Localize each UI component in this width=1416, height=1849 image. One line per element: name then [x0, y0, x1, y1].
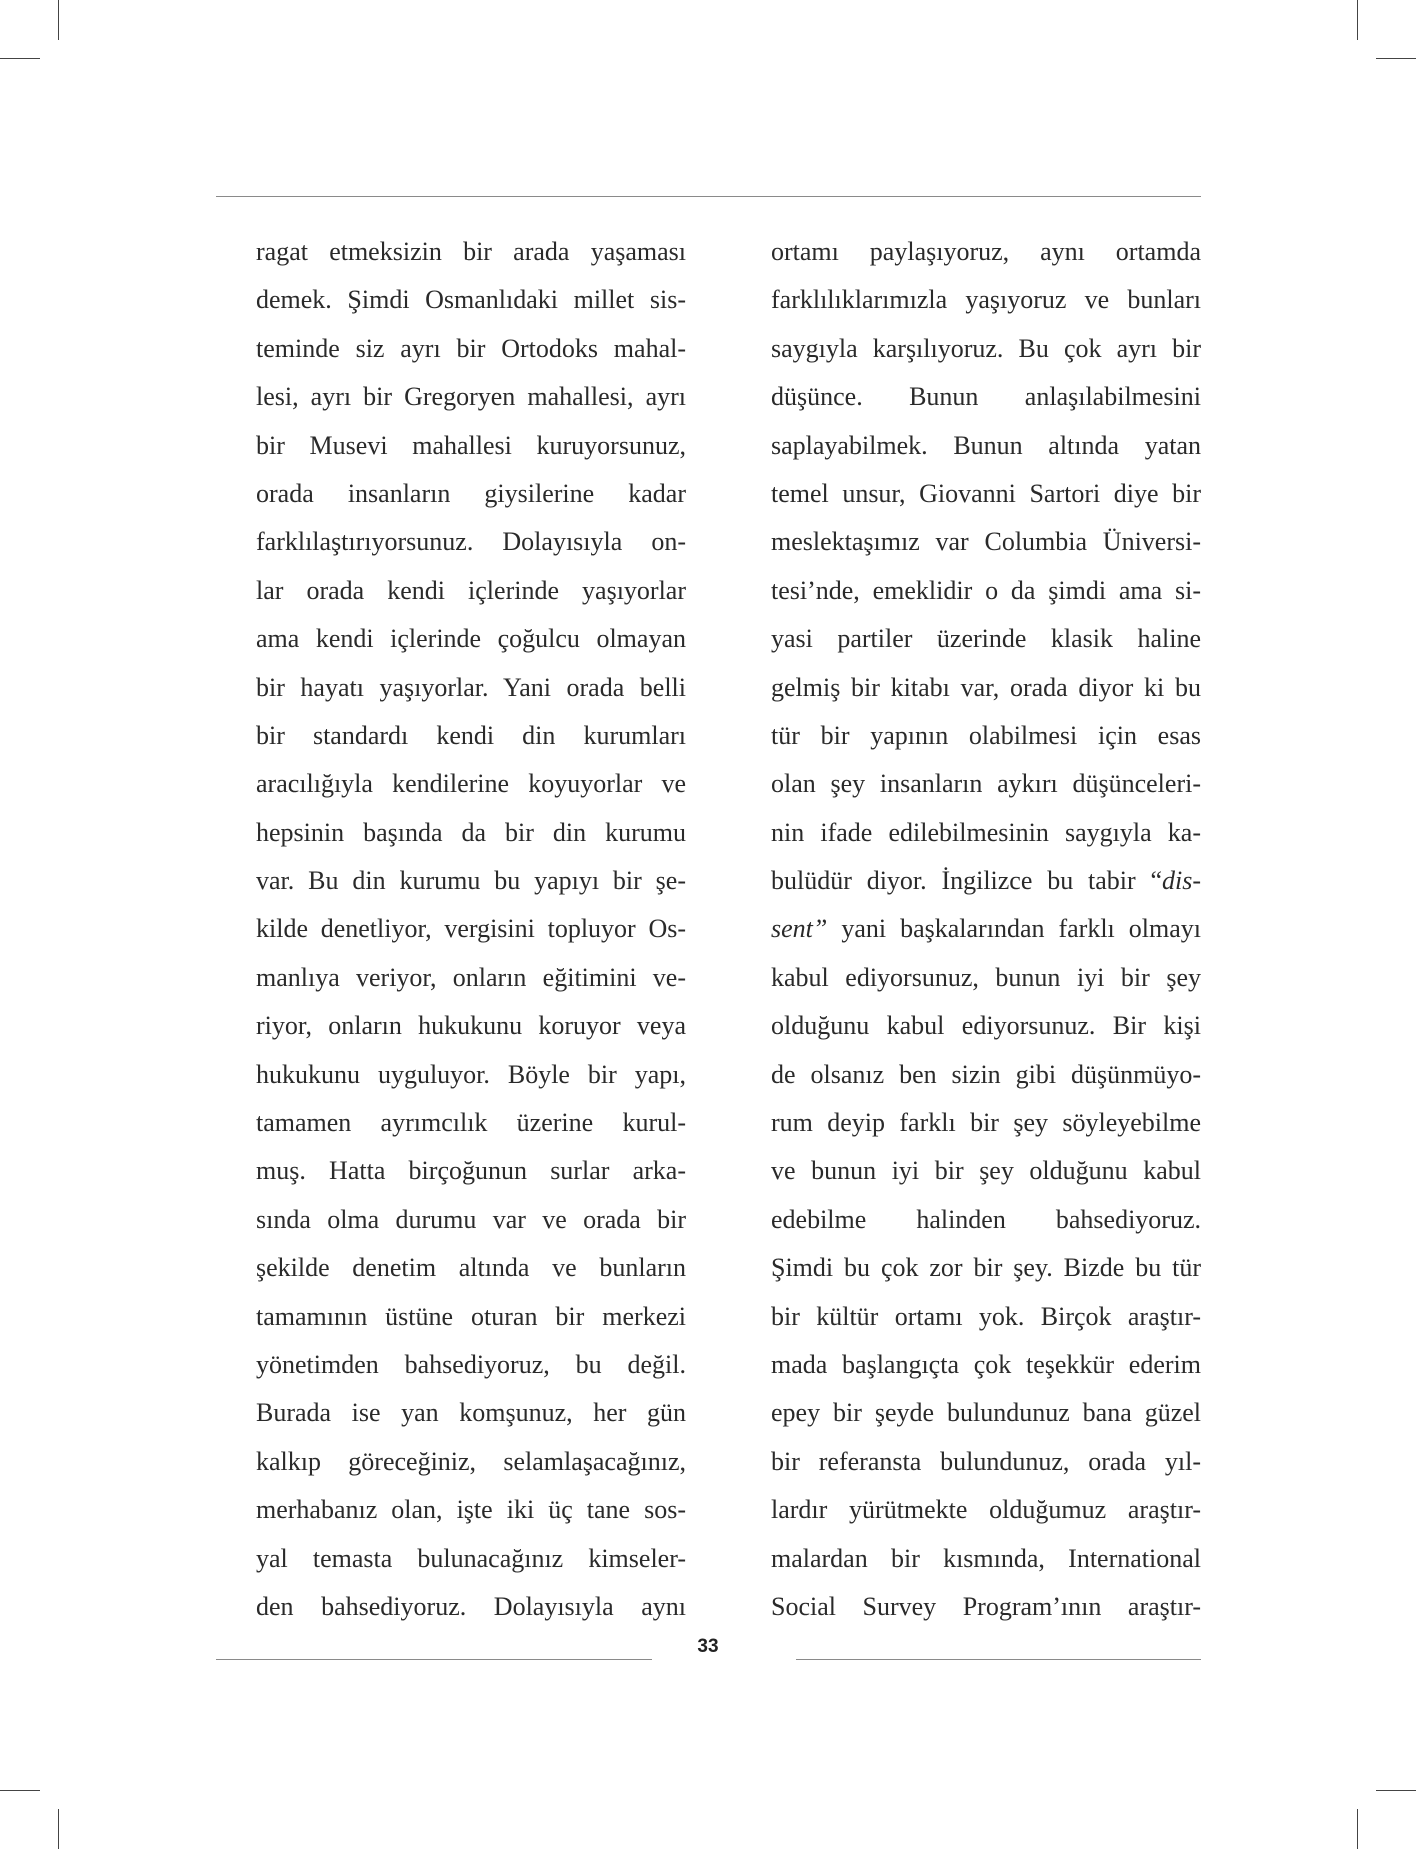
text-line: rum deyip farklı bir şey söyleyebilme — [771, 1108, 1201, 1138]
text-line: muş. Hatta birçoğunun surlar arka- — [256, 1156, 686, 1186]
crop-mark-bottom-right-horizontal — [1376, 1790, 1416, 1791]
text-line: tamamının üstüne oturan bir merkezi — [256, 1301, 686, 1331]
text-line: tamamen ayrımcılık üzerine kurul- — [256, 1108, 686, 1138]
crop-mark-top-left-horizontal — [0, 58, 40, 59]
text-line: mada başlangıçta çok teşekkür ederim — [771, 1349, 1201, 1379]
text-line: yal temasta bulunacağınız kimseler- — [256, 1543, 686, 1573]
text-line: lar orada kendi içlerinde yaşıyorlar — [256, 575, 686, 605]
crop-mark-top-right-vertical — [1357, 0, 1358, 40]
page-number: 33 — [697, 1636, 719, 1657]
text-line: aracılığıyla kendilerine koyuyorlar ve — [256, 769, 686, 799]
footer-rule-left — [216, 1659, 652, 1660]
text-line: ragat etmeksizin bir arada yaşaması — [256, 237, 686, 266]
text-line: den bahsediyoruz. Dolayısıyla aynı — [256, 1591, 686, 1621]
text-line: bir kültür ortamı yok. Birçok araştır- — [771, 1301, 1201, 1331]
text-line: manlıya veriyor, onların eğitimini ve- — [256, 962, 686, 992]
text-line: lesi, ayrı bir Gregoryen mahallesi, ayrı — [256, 382, 686, 412]
text-line: hukukunu uyguluyor. Böyle bir yapı, — [256, 1059, 686, 1089]
text-line: temel unsur, Giovanni Sartori diye bir — [771, 478, 1201, 508]
text-line: olduğunu kabul ediyorsunuz. Bir kişi — [771, 1011, 1201, 1041]
text-line: var. Bu din kurumu bu yapıyı bir şe- — [256, 866, 686, 896]
text-line: olan şey insanların aykırı düşünceleri- — [771, 769, 1201, 799]
text-line: şekilde denetim altında ve bunların — [256, 1253, 686, 1283]
text-line: hepsinin başında da bir din kurumu — [256, 817, 686, 847]
text-line: kabul ediyorsunuz, bunun iyi bir şey — [771, 962, 1201, 992]
text-line: lardır yürütmekte olduğumuz araştır- — [771, 1495, 1201, 1525]
text-line: bir Musevi mahallesi kuruyorsunuz, — [256, 430, 686, 460]
text-line: ve bunun iyi bir şey olduğunu kabul — [771, 1156, 1201, 1186]
text-line: sında olma durumu var ve orada bir — [256, 1204, 686, 1234]
text-line: kalkıp göreceğiniz, selamlaşacağınız, — [256, 1446, 686, 1476]
text-fragment: bulüdür diyor. İngilizce bu tabir “ — [771, 866, 1162, 896]
text-line-with-italic — [771, 905, 1201, 953]
text-line: Şimdi bu çok zor bir şey. Bizde bu tür — [771, 1253, 1201, 1283]
text-line: edebilme halinden bahsediyoruz. — [771, 1204, 1201, 1234]
text-line: gelmiş bir kitabı var, orada diyor ki bu — [771, 672, 1201, 702]
header-rule — [216, 196, 1201, 197]
right-text-column — [771, 228, 1201, 1631]
crop-mark-top-left-vertical — [58, 0, 59, 40]
text-line: kilde denetliyor, vergisini topluyor Os- — [256, 914, 686, 944]
text-line: teminde siz ayrı bir Ortodoks mahal- — [256, 333, 686, 363]
text-line: bir hayatı yaşıyorlar. Yani orada belli — [256, 672, 686, 702]
crop-mark-bottom-left-vertical — [58, 1809, 59, 1849]
text-line: malardan bir kısmında, International — [771, 1543, 1201, 1573]
italic-term: sent” — [771, 914, 828, 944]
text-line: farklılaştırıyorsunuz. Dolayısıyla on- — [256, 527, 686, 557]
text-line: yönetimden bahsediyoruz, bu değil. — [256, 1349, 686, 1379]
text-line: ama kendi içlerinde çoğulcu olmayan — [256, 624, 686, 654]
text-line: yasi partiler üzerinde klasik haline — [771, 624, 1201, 654]
text-line: bir referansta bulundunuz, orada yıl- — [771, 1446, 1201, 1476]
left-text-column — [256, 228, 686, 1631]
text-line: epey bir şeyde bulundunuz bana güzel — [771, 1398, 1201, 1428]
text-line: ortamı paylaşıyoruz, aynı ortamda — [771, 237, 1201, 266]
text-line: bir standardı kendi din kurumları — [256, 720, 686, 750]
text-line: saplayabilmek. Bunun altında yatan — [771, 430, 1201, 460]
text-fragment: yani başkalarından farklı olmayı — [827, 914, 1201, 944]
text-line: merhabanız olan, işte iki üç tane sos- — [256, 1495, 686, 1525]
text-line: Burada ise yan komşunuz, her gün — [256, 1398, 686, 1428]
text-line: saygıyla karşılıyoruz. Bu çok ayrı bir — [771, 333, 1201, 363]
text-line-with-italic — [771, 857, 1201, 905]
crop-mark-top-right-horizontal — [1376, 58, 1416, 59]
footer-rule-right — [796, 1659, 1201, 1660]
text-line: meslektaşımız var Columbia Üniversi- — [771, 527, 1201, 557]
text-line: demek. Şimdi Osmanlıdaki millet sis- — [256, 285, 686, 315]
text-line: Social Survey Program’ının araştır- — [771, 1591, 1201, 1621]
text-line: farklılıklarımızla yaşıyoruz ve bunları — [771, 285, 1201, 315]
text-line: nin ifade edilebilmesinin saygıyla ka- — [771, 817, 1201, 847]
italic-term: dis- — [1162, 866, 1201, 896]
text-line: de olsanız ben sizin gibi düşünmüyo- — [771, 1059, 1201, 1089]
crop-mark-bottom-right-vertical — [1357, 1809, 1358, 1849]
text-line: tesi’nde, emeklidir o da şimdi ama si- — [771, 575, 1201, 605]
text-line: orada insanların giysilerine kadar — [256, 478, 686, 508]
text-line: riyor, onların hukukunu koruyor veya — [256, 1011, 686, 1041]
crop-mark-bottom-left-horizontal — [0, 1790, 40, 1791]
text-line: tür bir yapının olabilmesi için esas — [771, 720, 1201, 750]
text-line: düşünce. Bunun anlaşılabilmesini — [771, 382, 1201, 412]
